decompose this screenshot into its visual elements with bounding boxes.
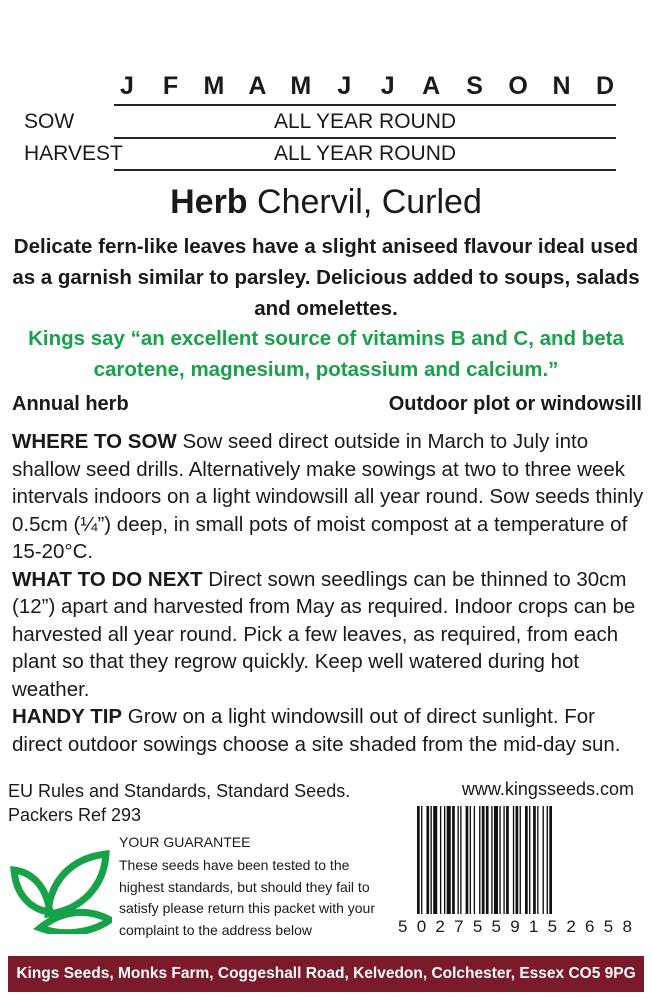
sow-value: ALL YEAR ROUND [273, 110, 457, 133]
section-heading: WHAT TO DO NEXT [12, 567, 203, 591]
growing-location: Outdoor plot or windowsill [388, 393, 642, 415]
barcode-digit: 2 [566, 917, 576, 936]
barcode-digit: 9 [510, 917, 520, 936]
month-label: J [337, 72, 352, 100]
section-heading: HANDY TIP [12, 705, 123, 728]
section-text: Sow seed direct outside in March to July into shallow seed drills. Alternatively make sowings at two to three week intervals indoors on a light windowsill all year round. Sow seeds thinly 0.5cm (¼”) deep, in small pots of moist compost at a temperature of 15-20°C. [12, 430, 644, 563]
eu-standards [8, 779, 350, 827]
barcode-digit: 6 [585, 917, 595, 936]
instructions [12, 428, 644, 758]
month-label: A [422, 72, 441, 100]
section-text: Grow on a light windowsill out of direct sunlight. For direct outdoor sowings choose a site shaded from the mid-day sun. [12, 705, 621, 756]
month-label: M [203, 72, 225, 100]
title-variety: Chervil, Curled [247, 183, 482, 221]
month-header [112, 72, 620, 101]
calendar-divider [114, 137, 616, 139]
product-title [0, 183, 652, 222]
barcode-digit: 5 [603, 917, 614, 936]
website-link[interactable]: www.kingsseeds.com [461, 779, 634, 799]
address-text: Kings Seeds, Monks Farm, Coggeshall Road, Kelvedon, Colchester, Essex CO5 9PG [16, 965, 636, 982]
section-text: Direct sown seedlings can be thinned to 30cm (12”) apart and harvested from May as required. Indoor crops can be harvested all year round. Pick a few leaves, as required, from each plant so that they regrow quickly. Keep well watered during hot weather. [12, 567, 636, 701]
month-label: N [552, 72, 571, 100]
barcode [417, 806, 629, 914]
month-label: O [508, 72, 528, 100]
barcode-digit: 5 [472, 917, 483, 936]
product-description: Delicate fern-like leaves have a slight aniseed flavour ideal used as a garnish similar to parsley. Delicious added to soups, salads and omelettes. [12, 235, 640, 320]
guarantee-title: YOUR GUARANTEE [119, 834, 251, 850]
month-label: M [290, 72, 312, 100]
calendar-divider [114, 104, 616, 106]
calendar-divider [114, 169, 616, 171]
section-heading: WHERE TO SOW [12, 430, 177, 453]
barcode-digit: 1 [528, 917, 539, 936]
barcode-digit: 7 [454, 917, 464, 936]
barcode-digit: 5 [491, 917, 501, 936]
barcode-digit: 5 [547, 917, 558, 936]
what-to-do-next-section [12, 566, 644, 704]
leaf-logo-icon [10, 850, 112, 934]
barcode-digit: 2 [435, 917, 445, 936]
barcode-digit: 8 [622, 917, 632, 936]
handy-tip-section [12, 703, 644, 758]
barcode-digit: 5 [398, 917, 408, 936]
guarantee-text: These seeds have been tested to the highest standards, but should they fail to satisfy please return this packet with your complaint to the address below [119, 857, 376, 938]
title-category: Herb [170, 183, 248, 221]
month-label: S [466, 72, 483, 100]
where-to-sow-section [12, 428, 644, 566]
barcode-number [398, 917, 632, 937]
sow-label: SOW [24, 110, 75, 133]
plant-type: Annual herb [12, 393, 129, 415]
harvest-label: HARVEST [24, 142, 123, 165]
eu-standards-line: EU Rules and Standards, Standard Seeds. [8, 781, 351, 801]
kings-say-quote: Kings say “an excellent source of vitamins B and C, and beta carotene, magnesium, potassium and calcium.” [28, 327, 624, 381]
month-label: F [162, 72, 179, 100]
type-line [12, 393, 642, 416]
month-label: D [595, 72, 615, 100]
month-label: A [248, 72, 267, 100]
month-label: J [120, 72, 134, 100]
harvest-value: ALL YEAR ROUND [273, 142, 457, 165]
packers-ref: Packers Ref 293 [8, 805, 142, 825]
barcode-digit: 0 [416, 917, 427, 936]
month-label: J [380, 72, 395, 100]
address-footer [8, 956, 644, 992]
